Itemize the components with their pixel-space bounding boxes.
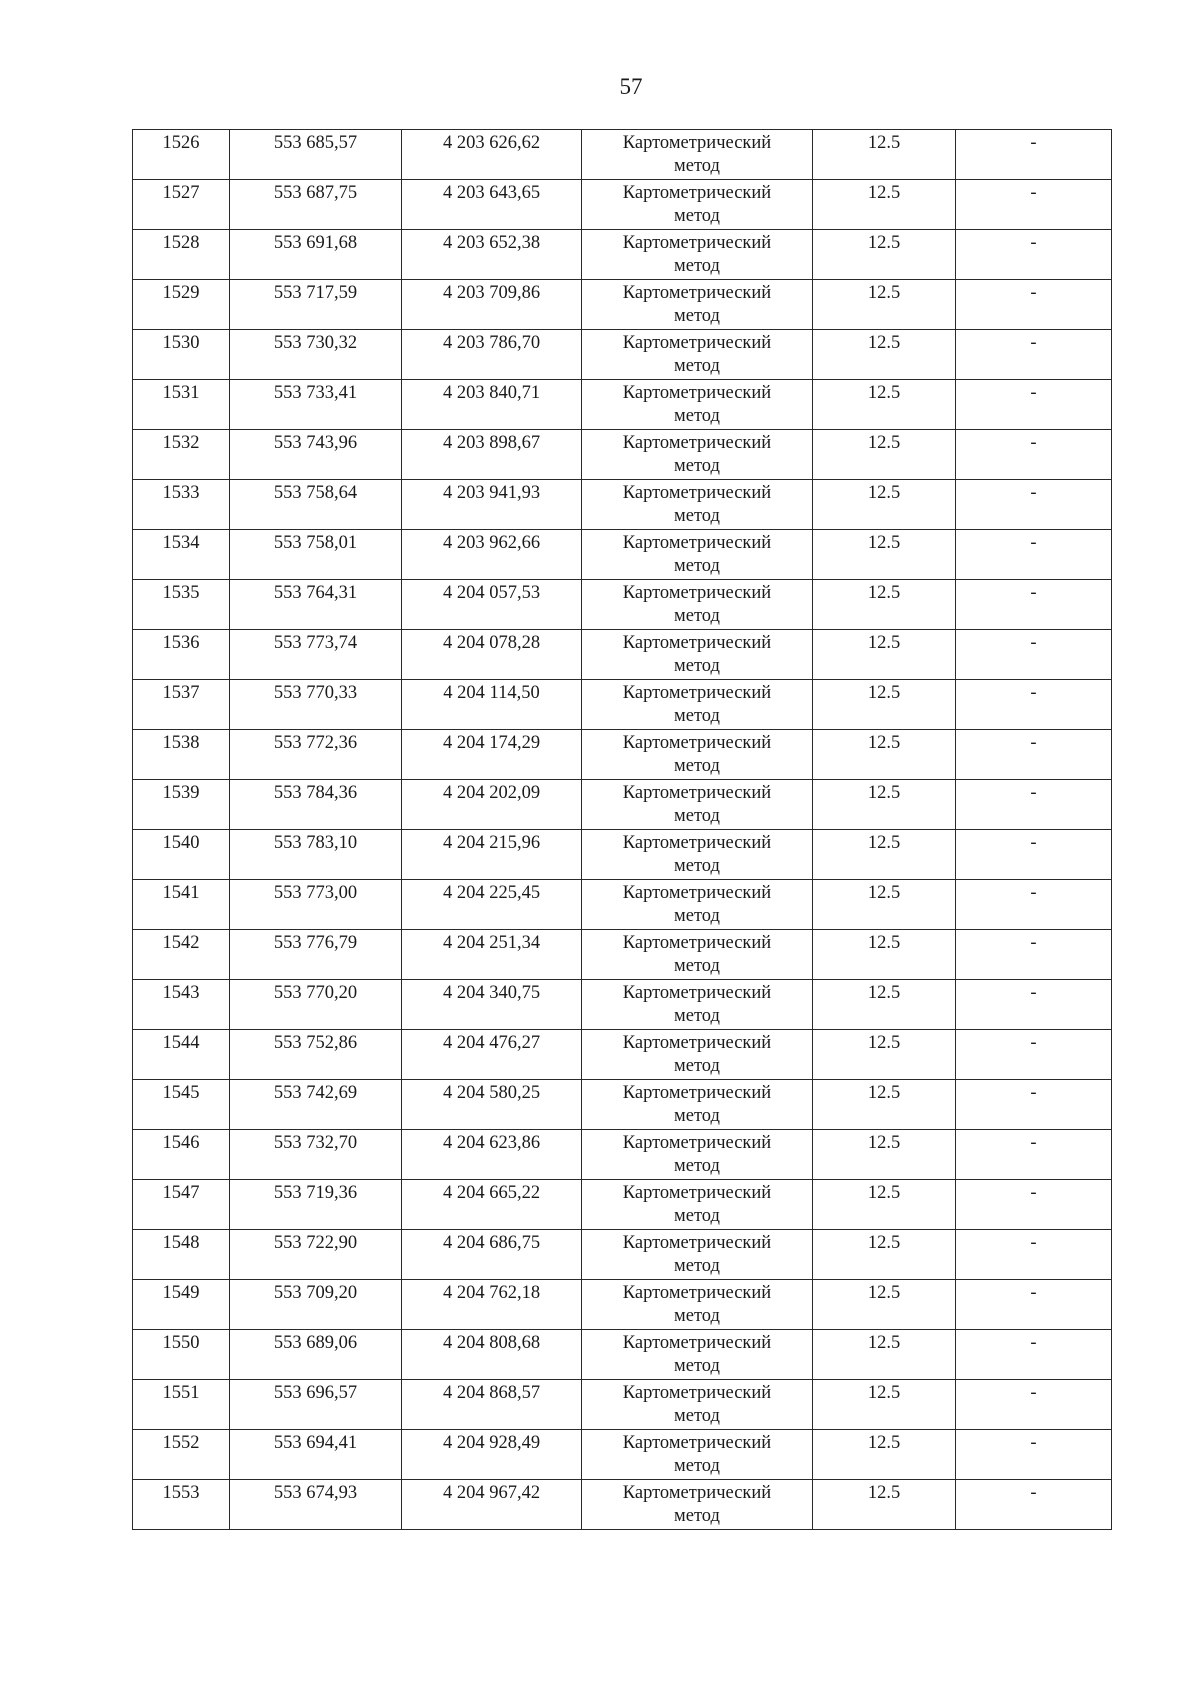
accuracy-cell: 12.5 [813,430,956,480]
method-cell [582,1330,813,1380]
accuracy-cell: 12.5 [813,580,956,630]
accuracy-cell: 12.5 [813,680,956,730]
accuracy-cell: 12.5 [813,1030,956,1080]
note-cell: - [956,730,1112,780]
x-coordinate-cell: 553 694,41 [230,1430,402,1480]
accuracy-cell: 12.5 [813,1280,956,1330]
method-cell [582,180,813,230]
accuracy-cell: 12.5 [813,1330,956,1380]
point-number-cell: 1547 [133,1180,230,1230]
point-number-cell: 1539 [133,780,230,830]
y-coordinate-cell: 4 204 251,34 [402,930,582,980]
y-coordinate-cell: 4 204 476,27 [402,1030,582,1080]
note-cell: - [956,380,1112,430]
note-cell: - [956,1080,1112,1130]
note-cell: - [956,780,1112,830]
table-row [133,1130,1112,1180]
y-coordinate-cell: 4 204 686,75 [402,1230,582,1280]
method-text-line-2: метод [674,606,720,626]
accuracy-cell: 12.5 [813,480,956,530]
y-coordinate-cell: 4 204 580,25 [402,1080,582,1130]
y-coordinate-cell: 4 203 786,70 [402,330,582,380]
x-coordinate-cell: 553 752,86 [230,1030,402,1080]
page-number: 57 [619,74,643,99]
method-cell [582,230,813,280]
accuracy-cell: 12.5 [813,330,956,380]
method-text-line-2: метод [674,1056,720,1076]
y-coordinate-cell: 4 203 709,86 [402,280,582,330]
method-text-line-2: метод [674,956,720,976]
method-text-line-2: метод [674,1206,720,1226]
x-coordinate-cell: 553 674,93 [230,1480,402,1530]
point-number-cell: 1532 [133,430,230,480]
accuracy-cell: 12.5 [813,1130,956,1180]
table-row [133,780,1112,830]
x-coordinate-cell: 553 732,70 [230,1130,402,1180]
table-row [133,580,1112,630]
y-coordinate-cell: 4 204 665,22 [402,1180,582,1230]
table-row [133,180,1112,230]
note-cell: - [956,1230,1112,1280]
method-cell [582,830,813,880]
method-text-line-2: метод [674,1256,720,1276]
method-cell [582,330,813,380]
x-coordinate-cell: 553 719,36 [230,1180,402,1230]
method-text-line-1: Картометрический [622,733,772,753]
table-row [133,930,1112,980]
note-cell: - [956,980,1112,1030]
method-text-line-2: метод [674,1356,720,1376]
x-coordinate-cell: 553 783,10 [230,830,402,880]
y-coordinate-cell: 4 204 762,18 [402,1280,582,1330]
point-number-cell: 1538 [133,730,230,780]
method-text-line-1: Картометрический [622,583,772,603]
method-text-line-1: Картометрический [622,833,772,853]
note-cell: - [956,880,1112,930]
point-number-cell: 1529 [133,280,230,330]
method-text-line-1: Картометрический [622,383,772,403]
method-text-line-1: Картометрический [622,1433,772,1453]
note-cell: - [956,1130,1112,1180]
coordinates-table [132,129,1112,1530]
x-coordinate-cell: 553 770,20 [230,980,402,1030]
y-coordinate-cell: 4 203 626,62 [402,130,582,180]
table-row [133,980,1112,1030]
note-cell: - [956,680,1112,730]
method-text-line-2: метод [674,756,720,776]
method-text-line-1: Картометрический [622,683,772,703]
table-row [133,530,1112,580]
point-number-cell: 1542 [133,930,230,980]
x-coordinate-cell: 553 689,06 [230,1330,402,1380]
method-text-line-2: метод [674,1306,720,1326]
method-cell [582,130,813,180]
point-number-cell: 1552 [133,1430,230,1480]
x-coordinate-cell: 553 730,32 [230,330,402,380]
point-number-cell: 1526 [133,130,230,180]
method-cell [582,780,813,830]
method-text-line-1: Картометрический [622,1233,772,1253]
method-text-line-2: метод [674,1106,720,1126]
table-row [133,1480,1112,1530]
x-coordinate-cell: 553 758,01 [230,530,402,580]
table-row [133,1380,1112,1430]
point-number-cell: 1550 [133,1330,230,1380]
table-row [133,1430,1112,1480]
y-coordinate-cell: 4 204 057,53 [402,580,582,630]
note-cell: - [956,630,1112,680]
point-number-cell: 1548 [133,1230,230,1280]
table-row [133,130,1112,180]
point-number-cell: 1534 [133,530,230,580]
point-number-cell: 1530 [133,330,230,380]
x-coordinate-cell: 553 717,59 [230,280,402,330]
table-row [133,680,1112,730]
note-cell: - [956,530,1112,580]
method-text-line-2: метод [674,856,720,876]
accuracy-cell: 12.5 [813,380,956,430]
accuracy-cell: 12.5 [813,1430,956,1480]
method-text-line-1: Картометрический [622,483,772,503]
note-cell: - [956,1030,1112,1080]
method-cell [582,430,813,480]
point-number-cell: 1528 [133,230,230,280]
method-text-line-1: Картометрический [622,1183,772,1203]
method-cell [582,1080,813,1130]
accuracy-cell: 12.5 [813,230,956,280]
method-text-line-2: метод [674,206,720,226]
x-coordinate-cell: 553 758,64 [230,480,402,530]
method-text-line-2: метод [674,906,720,926]
method-cell [582,730,813,780]
accuracy-cell: 12.5 [813,1380,956,1430]
note-cell: - [956,1180,1112,1230]
accuracy-cell: 12.5 [813,180,956,230]
y-coordinate-cell: 4 203 898,67 [402,430,582,480]
y-coordinate-cell: 4 204 868,57 [402,1380,582,1430]
method-text-line-1: Картометрический [622,133,772,153]
table-row [133,1330,1112,1380]
method-cell [582,480,813,530]
method-text-line-2: метод [674,506,720,526]
x-coordinate-cell: 553 773,74 [230,630,402,680]
accuracy-cell: 12.5 [813,630,956,680]
table-row [133,630,1112,680]
x-coordinate-cell: 553 687,75 [230,180,402,230]
x-coordinate-cell: 553 722,90 [230,1230,402,1280]
method-text-line-2: метод [674,1456,720,1476]
method-cell [582,530,813,580]
method-cell [582,1030,813,1080]
accuracy-cell: 12.5 [813,1230,956,1280]
y-coordinate-cell: 4 204 225,45 [402,880,582,930]
method-text-line-2: метод [674,356,720,376]
point-number-cell: 1540 [133,830,230,880]
method-text-line-2: метод [674,156,720,176]
y-coordinate-cell: 4 204 967,42 [402,1480,582,1530]
method-text-line-1: Картометрический [622,933,772,953]
method-text-line-2: метод [674,1156,720,1176]
y-coordinate-cell: 4 204 174,29 [402,730,582,780]
note-cell: - [956,330,1112,380]
x-coordinate-cell: 553 709,20 [230,1280,402,1330]
table-row [133,1080,1112,1130]
accuracy-cell: 12.5 [813,1080,956,1130]
point-number-cell: 1536 [133,630,230,680]
y-coordinate-cell: 4 204 808,68 [402,1330,582,1380]
method-text-line-1: Картометрический [622,1083,772,1103]
method-text-line-1: Картометрический [622,883,772,903]
note-cell: - [956,1280,1112,1330]
point-number-cell: 1551 [133,1380,230,1430]
note-cell: - [956,1480,1112,1530]
point-number-cell: 1527 [133,180,230,230]
accuracy-cell: 12.5 [813,930,956,980]
y-coordinate-cell: 4 204 078,28 [402,630,582,680]
point-number-cell: 1531 [133,380,230,430]
method-cell [582,1380,813,1430]
method-text-line-2: метод [674,1406,720,1426]
accuracy-cell: 12.5 [813,980,956,1030]
method-text-line-1: Картометрический [622,433,772,453]
table-row [133,230,1112,280]
method-text-line-2: метод [674,456,720,476]
method-text-line-1: Картометрический [622,333,772,353]
method-text-line-2: метод [674,256,720,276]
method-text-line-2: метод [674,406,720,426]
table-row [133,830,1112,880]
point-number-cell: 1544 [133,1030,230,1080]
accuracy-cell: 12.5 [813,280,956,330]
y-coordinate-cell: 4 204 340,75 [402,980,582,1030]
accuracy-cell: 12.5 [813,830,956,880]
x-coordinate-cell: 553 743,96 [230,430,402,480]
note-cell: - [956,180,1112,230]
y-coordinate-cell: 4 203 941,93 [402,480,582,530]
accuracy-cell: 12.5 [813,780,956,830]
point-number-cell: 1549 [133,1280,230,1330]
table-row [133,1230,1112,1280]
x-coordinate-cell: 553 696,57 [230,1380,402,1430]
method-text-line-1: Картометрический [622,1333,772,1353]
note-cell: - [956,480,1112,530]
point-number-cell: 1553 [133,1480,230,1530]
point-number-cell: 1545 [133,1080,230,1130]
method-cell [582,1480,813,1530]
table-row [133,380,1112,430]
method-cell [582,1430,813,1480]
table-row [133,1030,1112,1080]
method-text-line-2: метод [674,1006,720,1026]
table-row [133,880,1112,930]
accuracy-cell: 12.5 [813,730,956,780]
method-text-line-2: метод [674,1506,720,1526]
method-cell [582,1230,813,1280]
table-row [133,480,1112,530]
method-text-line-1: Картометрический [622,1033,772,1053]
method-text-line-1: Картометрический [622,233,772,253]
x-coordinate-cell: 553 691,68 [230,230,402,280]
x-coordinate-cell: 553 770,33 [230,680,402,730]
method-text-line-2: метод [674,306,720,326]
y-coordinate-cell: 4 204 623,86 [402,1130,582,1180]
method-text-line-1: Картометрический [622,1483,772,1503]
x-coordinate-cell: 553 784,36 [230,780,402,830]
table-body [133,130,1112,1530]
accuracy-cell: 12.5 [813,1180,956,1230]
table-row [133,1280,1112,1330]
method-text-line-2: метод [674,556,720,576]
accuracy-cell: 12.5 [813,130,956,180]
method-cell [582,630,813,680]
method-cell [582,280,813,330]
note-cell: - [956,430,1112,480]
accuracy-cell: 12.5 [813,880,956,930]
method-cell [582,380,813,430]
note-cell: - [956,280,1112,330]
x-coordinate-cell: 553 733,41 [230,380,402,430]
y-coordinate-cell: 4 203 643,65 [402,180,582,230]
y-coordinate-cell: 4 204 215,96 [402,830,582,880]
y-coordinate-cell: 4 203 840,71 [402,380,582,430]
x-coordinate-cell: 553 742,69 [230,1080,402,1130]
x-coordinate-cell: 553 773,00 [230,880,402,930]
note-cell: - [956,1430,1112,1480]
y-coordinate-cell: 4 204 202,09 [402,780,582,830]
method-cell [582,1130,813,1180]
method-cell [582,980,813,1030]
method-text-line-1: Картометрический [622,633,772,653]
method-text-line-2: метод [674,656,720,676]
accuracy-cell: 12.5 [813,1480,956,1530]
table-row [133,280,1112,330]
method-cell [582,680,813,730]
point-number-cell: 1543 [133,980,230,1030]
note-cell: - [956,580,1112,630]
x-coordinate-cell: 553 764,31 [230,580,402,630]
note-cell: - [956,130,1112,180]
point-number-cell: 1546 [133,1130,230,1180]
table-row [133,330,1112,380]
method-text-line-1: Картометрический [622,283,772,303]
x-coordinate-cell: 553 776,79 [230,930,402,980]
method-text-line-1: Картометрический [622,983,772,1003]
method-text-line-1: Картометрический [622,1283,772,1303]
point-number-cell: 1541 [133,880,230,930]
note-cell: - [956,930,1112,980]
note-cell: - [956,830,1112,880]
method-text-line-1: Картометрический [622,1383,772,1403]
method-text-line-2: метод [674,806,720,826]
table-row [133,430,1112,480]
method-text-line-1: Картометрический [622,1133,772,1153]
table-row [133,1180,1112,1230]
method-cell [582,930,813,980]
method-text-line-1: Картометрический [622,783,772,803]
x-coordinate-cell: 553 772,36 [230,730,402,780]
method-cell [582,1180,813,1230]
method-text-line-1: Картометрический [622,533,772,553]
note-cell: - [956,1330,1112,1380]
note-cell: - [956,230,1112,280]
y-coordinate-cell: 4 204 928,49 [402,1430,582,1480]
method-cell [582,580,813,630]
x-coordinate-cell: 553 685,57 [230,130,402,180]
point-number-cell: 1533 [133,480,230,530]
note-cell: - [956,1380,1112,1430]
y-coordinate-cell: 4 203 652,38 [402,230,582,280]
y-coordinate-cell: 4 203 962,66 [402,530,582,580]
method-text-line-2: метод [674,706,720,726]
method-cell [582,880,813,930]
table-row [133,730,1112,780]
method-cell [582,1280,813,1330]
point-number-cell: 1537 [133,680,230,730]
accuracy-cell: 12.5 [813,530,956,580]
y-coordinate-cell: 4 204 114,50 [402,680,582,730]
method-text-line-1: Картометрический [622,183,772,203]
point-number-cell: 1535 [133,580,230,630]
